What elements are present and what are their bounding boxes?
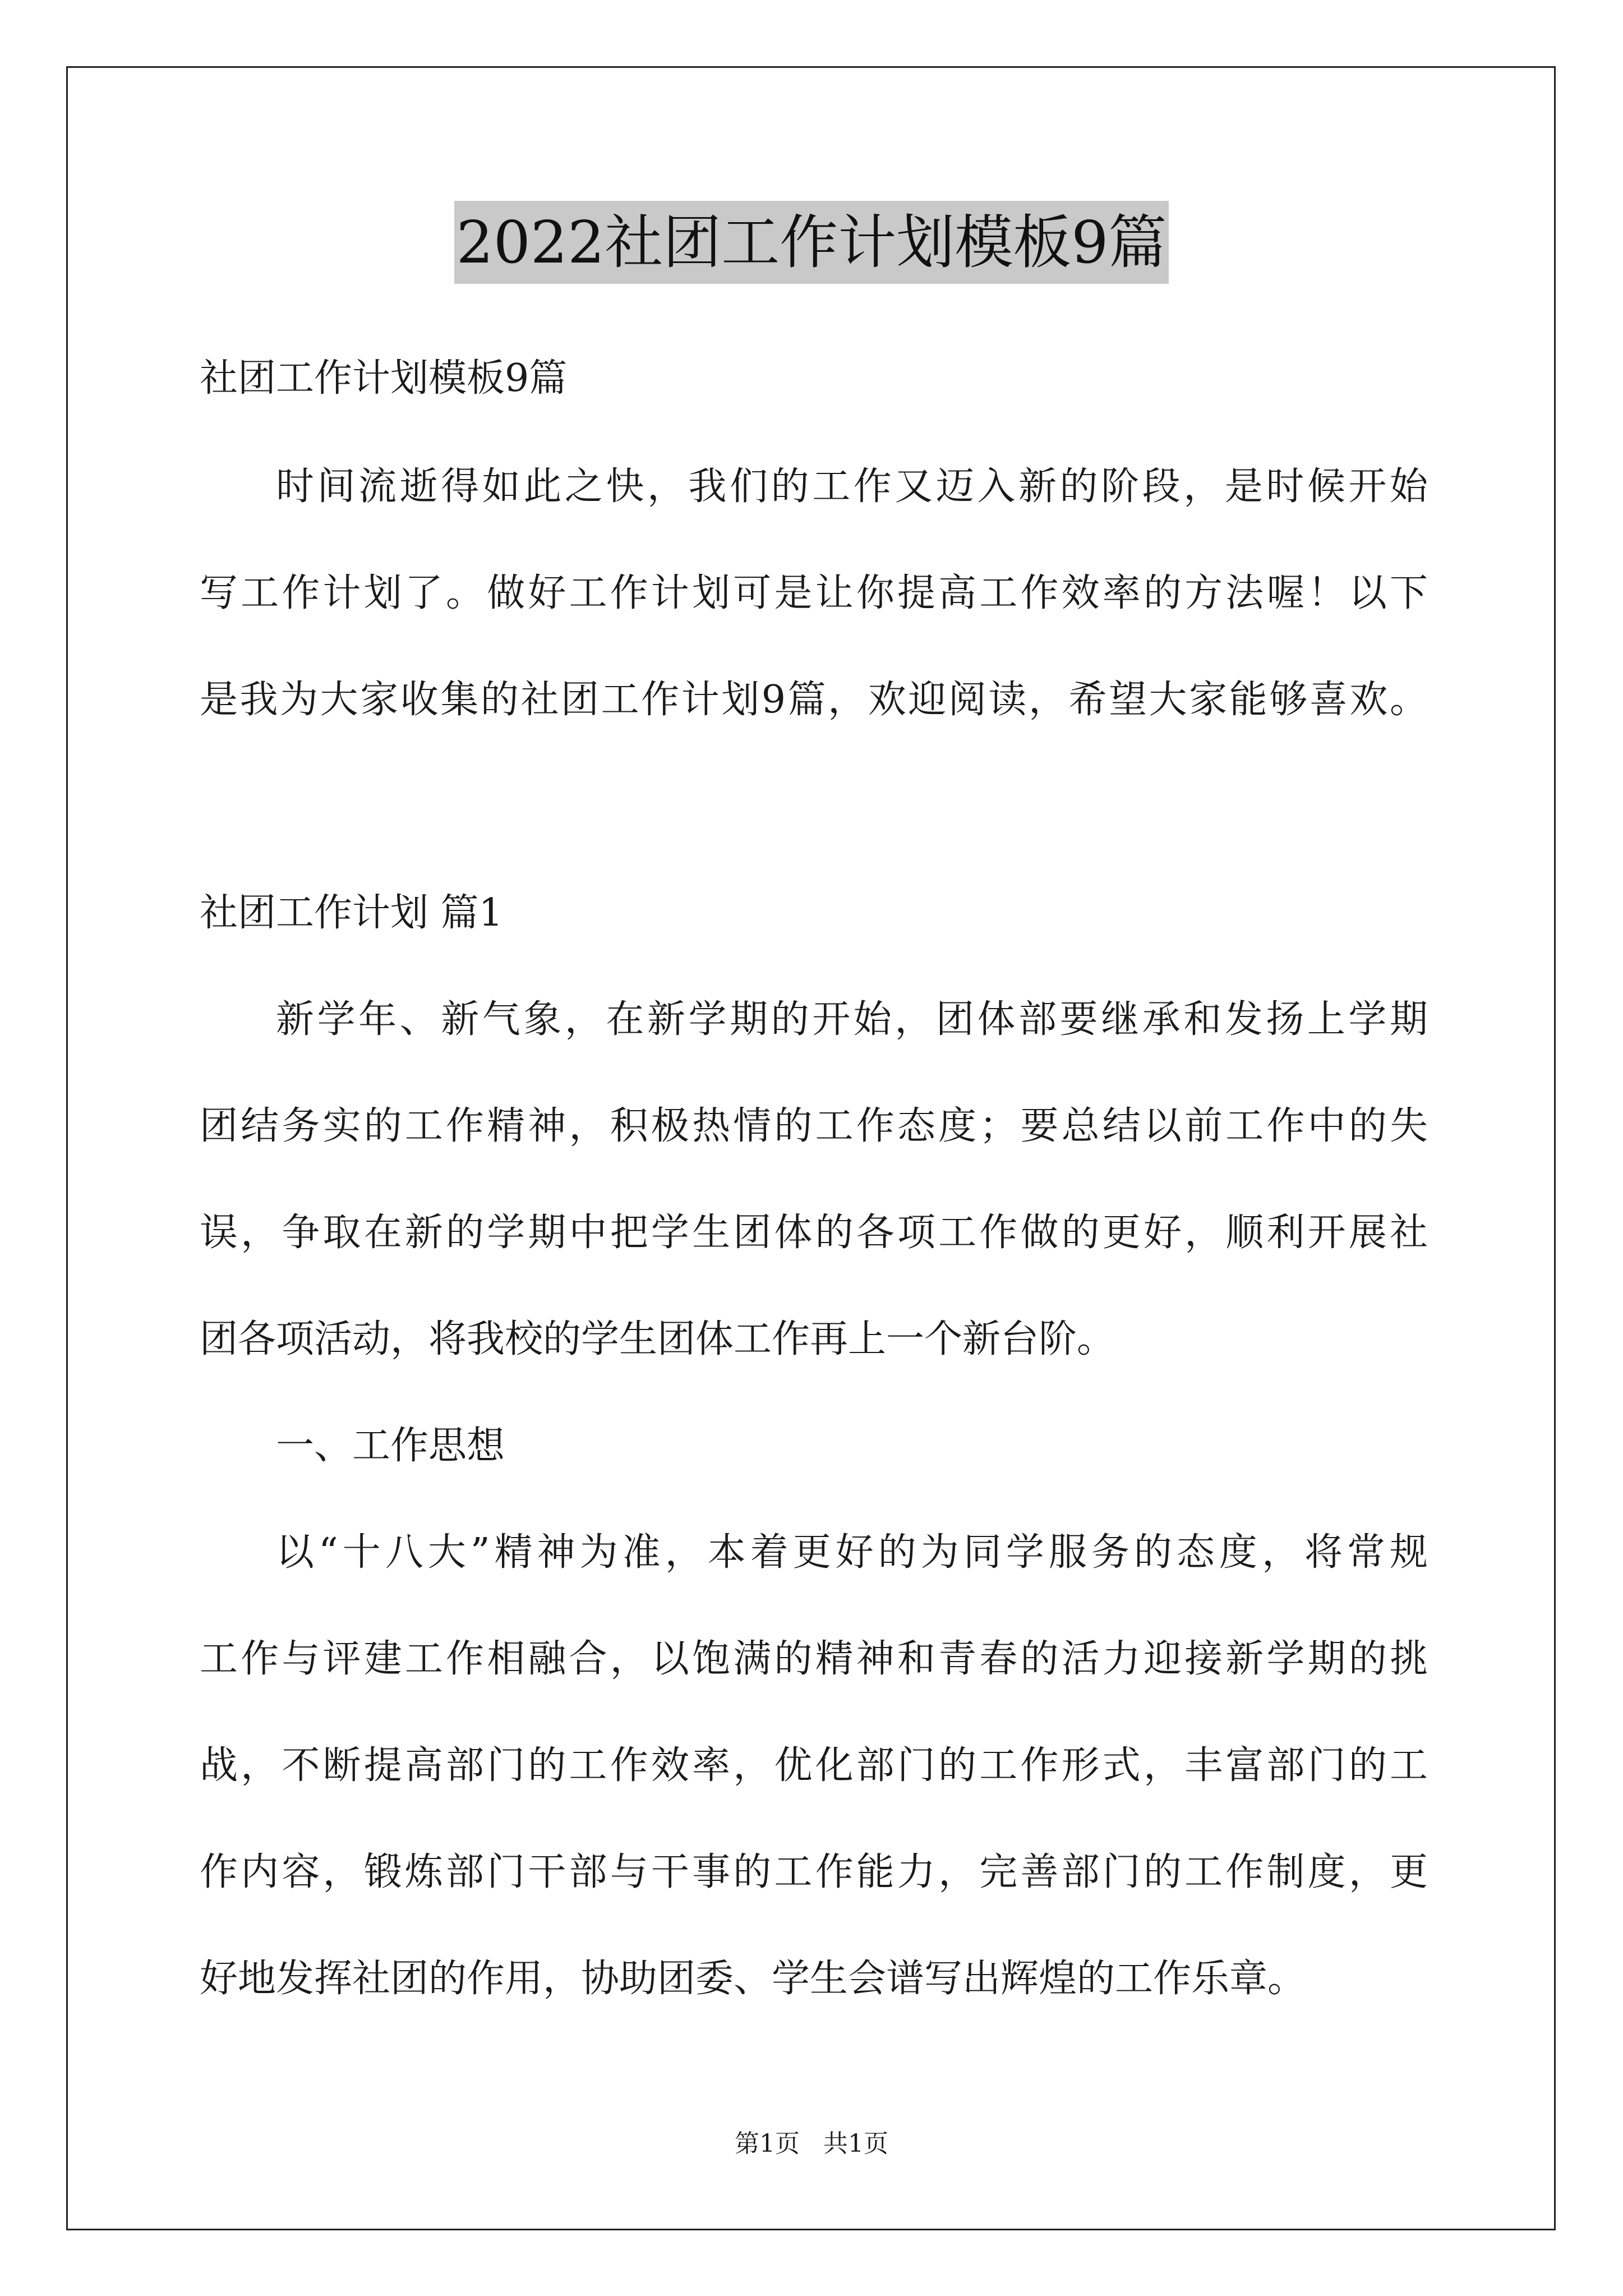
intro-paragraph-line: 时间流逝得如此之快，我们的工作又迈入新的阶段，是时候开始 bbox=[276, 464, 1428, 509]
paragraph-line: 工作与评建工作相融合，以饱满的精神和青春的活力迎接新学期的挑 bbox=[200, 1637, 1428, 1681]
paragraph-line: 以“十八大”精神为准，本着更好的为同学服务的态度，将常规 bbox=[276, 1530, 1428, 1575]
paragraph-line: 团各项活动，将我校的学生团体工作再上一个新台阶。 bbox=[200, 1317, 1115, 1361]
intro-paragraph-line: 是我为大家收集的社团工作计划9篇，欢迎阅读，希望大家能够喜欢。 bbox=[200, 678, 1428, 722]
subsection-heading: 一、工作思想 bbox=[276, 1424, 505, 1468]
paragraph-line: 误，争取在新的学期中把学生团体的各项工作做的更好，顺利开展社 bbox=[200, 1211, 1428, 1255]
section-heading: 社团工作计划 篇1 bbox=[200, 891, 503, 935]
document-title: 2022社团工作计划模板9篇 bbox=[454, 201, 1169, 284]
paragraph-line: 新学年、新气象，在新学期的开始，团体部要继承和发扬上学期 bbox=[276, 997, 1428, 1042]
paragraph-line: 团结务实的工作精神，积极热情的工作态度；要总结以前工作中的失 bbox=[200, 1104, 1428, 1148]
page-footer bbox=[0, 2127, 1623, 2161]
title-container bbox=[0, 201, 1623, 284]
intro-paragraph-line: 写工作计划了。做好工作计划可是让你提高工作效率的方法喔！以下 bbox=[200, 571, 1428, 615]
page-total: 共1页 bbox=[823, 2129, 888, 2158]
intro-heading: 社团工作计划模板9篇 bbox=[200, 356, 568, 401]
page-number: 第1页 bbox=[735, 2129, 800, 2158]
paragraph-line: 战，不断提高部门的工作效率，优化部门的工作形式，丰富部门的工 bbox=[200, 1743, 1428, 1788]
paragraph-line: 作内容，锻炼部门干部与干事的工作能力，完善部门的工作制度，更 bbox=[200, 1850, 1428, 1894]
paragraph-line: 好地发挥社团的作用，协助团委、学生会谱写出辉煌的工作乐章。 bbox=[200, 1957, 1306, 2001]
